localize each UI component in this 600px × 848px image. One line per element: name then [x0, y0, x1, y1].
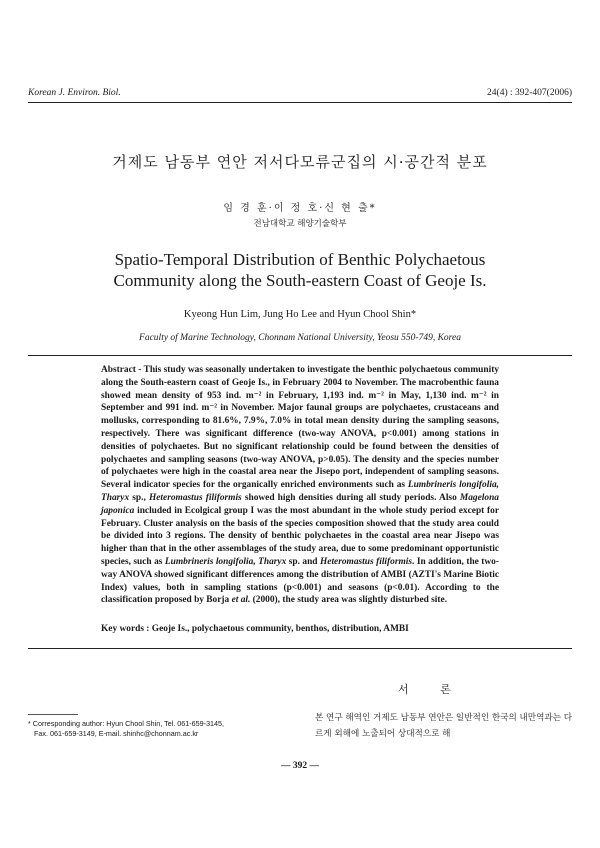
abstract-text: Abstract - This study was seasonally undertaken to investigate the benthic polychaetous community along the South-eastern coast of Geoje Is., in February 2004 to November. The macrobenthic fauna showed mean density of 953 ind. m⁻² in February, 1,193 ind. m⁻² in May, 1,130 ind. m⁻² in September and 991 ind. m⁻² in November. Major faunal groups are polychaetes, crustaceans and mollusks, corresponding to 81.6%, 7.9%, 7.0% in total mean density during the sampling seasons, respectively. There was significant difference (two-way ANOVA, p<0.001) among stations in densities of polychaetes. But no significant relationship could be found between the densities of polychaetes and sampling seasons (two-way ANOVA, p>0.05). The density and the species number of polychaetes were high in the coastal area near the Jisepo port, independent of sampling seasons. Several indicator species for the organically enriched environments such as — [101, 365, 499, 491]
abstract-text: included in Ecolgical group I was the most abundant in the whole study period except for February. Cluster analysis on the basis of the species composition showed that the study area could be divided into 3 regions. The density of benthic polychaetes in the coastal area near Jisepo was higher than that in the other assemblages of the study area, due to some predominant opportunistic species, such as — [101, 505, 499, 567]
journal-name: Korean J. Environ. Biol. — [28, 88, 121, 98]
footnote-rule — [28, 714, 78, 715]
footnote — [28, 719, 288, 739]
abstract-text: showed high densities during all study periods. Also — [241, 492, 460, 503]
korean-title: 거제도 남동부 연안 저서다모류군집의 시·공간적 분포 — [112, 153, 488, 171]
korean-authors: 임 경 훈·이 정 호·신 현 출* — [223, 203, 377, 214]
volume-info: 24(4) : 392-407(2006) — [487, 88, 572, 98]
abstract — [101, 364, 499, 607]
species-name: Lumbrineris longifolia, Tharyx — [101, 480, 499, 503]
abstract-text: . In addition, the two-way ANOVA showed significant differences among the distribution of AMBI (AZTI's Marine Biotic Index) values, both in sampling stations (p<0.001) and seasons (p<0.01). According to the classification proposed by Borja — [101, 556, 499, 606]
abstract-bottom-rule — [28, 648, 572, 649]
body-text: 본 연구 해역인 거제도 남동부 연안은 일반적인 한국의 내만역과는 다르게 외해에 노출되어 상대적으로 해 — [315, 713, 573, 739]
species-name: Magelona japonica — [101, 492, 499, 516]
korean-affiliation: 전남대학교 해양기술학부 — [253, 219, 347, 229]
paper-title — [0, 249, 600, 291]
footnote-line: Fax. 061-659-3149, E-mail. shinhc@chonnam.ac.kr — [34, 729, 199, 738]
title-line-1: Spatio-Temporal Distribution of Benthic Polychaetous — [114, 250, 486, 269]
page-number: — 392 — — [281, 761, 319, 771]
footnote-line: * Corresponding author: Hyun Chool Shin, Tel. 061-659-3145, — [28, 719, 225, 728]
section-heading: 서 론 — [398, 683, 465, 696]
abstract-top-rule — [28, 355, 572, 356]
authors: Kyeong Hun Lim, Jung Ho Lee and Hyun Chool Shin* — [183, 309, 417, 320]
abstract-text: sp. and — [286, 556, 320, 567]
citation-etal: et al. — [231, 595, 251, 606]
affiliation: Faculty of Marine Technology, Chonnam National University, Yeosu 550-749, Korea — [139, 333, 461, 343]
species-name: Heteromastus filiformis — [319, 556, 413, 567]
header-rule — [28, 102, 572, 103]
species-name: Heteromastus filiformis — [148, 492, 242, 503]
abstract-text: sp., — [129, 492, 149, 503]
species-name: Lumbrineris longifolia, Tharyx — [164, 556, 287, 567]
title-line-2: Community along the South-eastern Coast of Geoje Is. — [113, 271, 487, 290]
abstract-text: (2000), the study area was slightly disturbed site. — [250, 595, 448, 606]
keywords: Key words : Geoje Is., polychaetous community, benthos, distribution, AMBI — [101, 624, 409, 634]
